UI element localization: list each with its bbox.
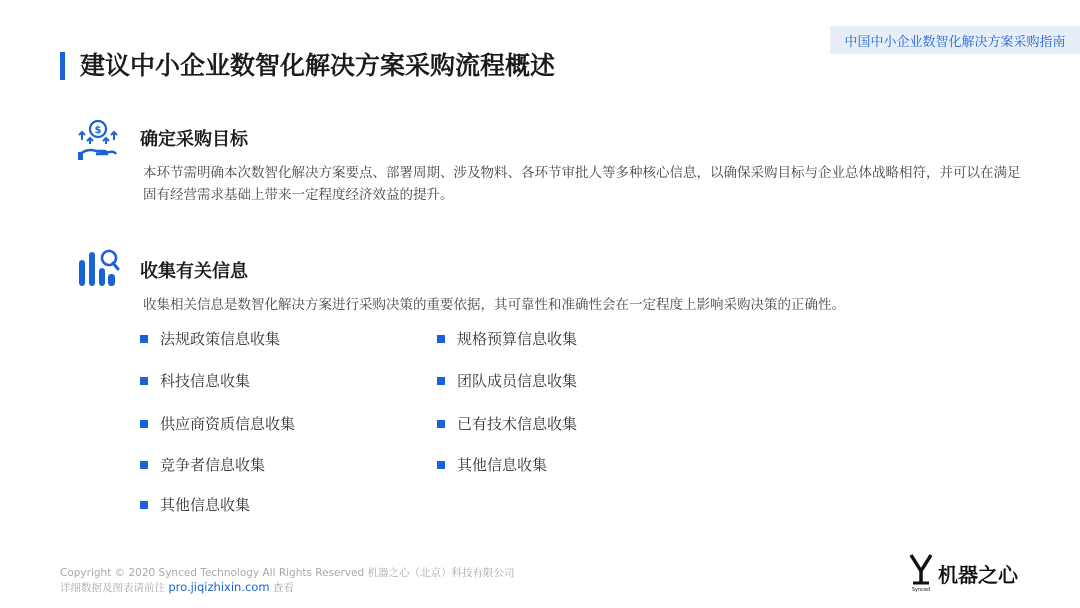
report-tag: 中国中小企业数智化解决方案采购指南	[830, 26, 1080, 54]
bullet-square-icon	[437, 335, 445, 343]
bullet-square-icon	[437, 420, 445, 428]
section-heading-goal: 确定采购目标	[140, 129, 248, 150]
section-text-info: 收集相关信息是数智化解决方案进行采购决策的重要依据，其可靠性和准确性会在一定程度上影响采购决策的正确性。	[143, 297, 845, 313]
list-item: 竞争者信息收集	[140, 454, 265, 475]
list-item: 科技信息收集	[140, 370, 250, 391]
data-search-icon	[76, 246, 120, 290]
list-item: 供应商资质信息收集	[140, 413, 295, 434]
bullet-square-icon	[140, 461, 148, 469]
list-item: 规格预算信息收集	[437, 328, 577, 349]
footer-copyright: Copyright © 2020 Synced Technology All Rights Reserved 机器之心（北京）科技有限公司	[60, 567, 515, 579]
section-text-goal: 本环节需明确本次数智化解决方案要点、部署周期、涉及物料、各环节审批人等多种核心信息，以确保采购目标与企业总体战略相符，并可以在满足固有经营需求基础上带来一定程度经济效益的提升。	[143, 165, 1021, 203]
footer-link[interactable]: pro.jiqizhixin.com	[168, 580, 270, 594]
bullet-square-icon	[140, 501, 148, 509]
bullet-square-icon	[437, 461, 445, 469]
list-item: 其他信息收集	[140, 494, 250, 515]
footer-more-info: 详细数据及图表请前往 pro.jiqizhixin.com 查看	[60, 580, 294, 594]
logo-text: 机器之心	[938, 562, 1018, 587]
list-item: 已有技术信息收集	[437, 413, 577, 434]
svg-text:Synced: Synced	[911, 587, 931, 593]
list-item: 团队成员信息收集	[437, 370, 577, 391]
bullet-square-icon	[140, 335, 148, 343]
page-title: 建议中小企业数智化解决方案采购流程概述	[80, 51, 556, 80]
section-heading-info: 收集有关信息	[140, 261, 248, 282]
title-accent-bar	[60, 52, 65, 80]
bullet-square-icon	[140, 377, 148, 385]
brand-logo	[908, 553, 1018, 593]
target-coin-icon	[76, 118, 120, 162]
synced-logo-icon	[908, 553, 934, 593]
bullet-square-icon	[140, 420, 148, 428]
list-item: 法规政策信息收集	[140, 328, 280, 349]
svg-text:$: $	[94, 125, 102, 136]
bullet-square-icon	[437, 377, 445, 385]
list-item: 其他信息收集	[437, 454, 547, 475]
